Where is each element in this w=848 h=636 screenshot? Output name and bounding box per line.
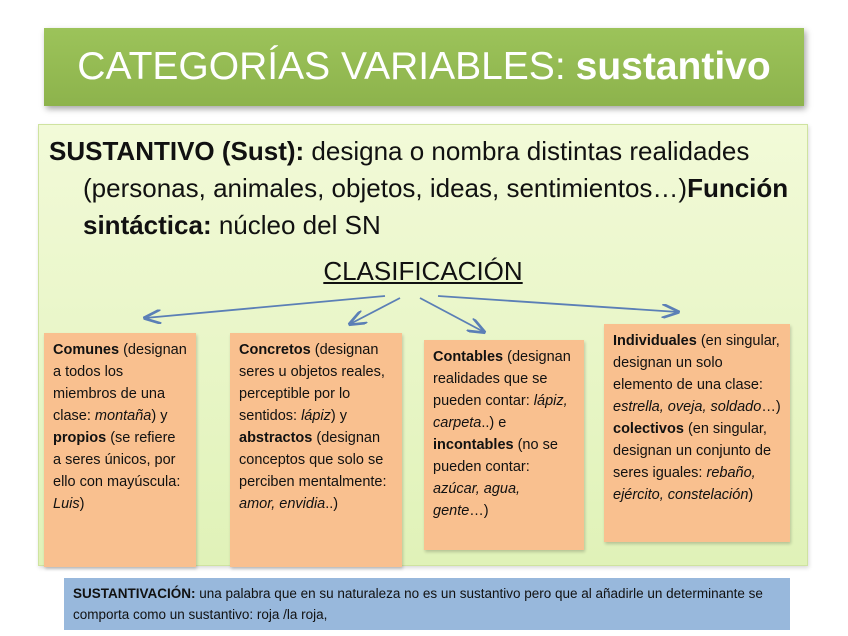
- definition-term: SUSTANTIVO (Sust):: [49, 136, 305, 166]
- box-text-1: (designan realidades que se pueden contar:: [433, 349, 571, 409]
- box-bold-2: colectivos: [613, 421, 684, 437]
- box-bold-1: Contables: [433, 349, 504, 365]
- box-text-2: ) y: [151, 408, 168, 424]
- box-text-2: …): [761, 399, 781, 415]
- box-text-1: (designan a todos los miembros de una clase:: [53, 342, 187, 424]
- box-bold-1: Individuales: [613, 333, 697, 349]
- box-example-2: amor, envidia: [239, 496, 326, 512]
- box-example-1: lápiz: [301, 408, 331, 424]
- box-text-2: ) y: [330, 408, 348, 424]
- box-individuales-colectivos: [604, 324, 790, 542]
- box-concretos-abstractos: [230, 333, 402, 567]
- box-example-1: estrella, oveja, soldado: [613, 399, 762, 415]
- box-example-1: lápiz, carpeta: [433, 393, 568, 431]
- arrow-comunes: [145, 296, 385, 318]
- footer-note: [64, 578, 790, 630]
- definition-text: designa o nombra distintas realidades (personas, animales, objetos, ideas, sentimientos…): [83, 136, 750, 203]
- box-bold-1: Comunes: [53, 342, 120, 358]
- box-comunes-propios: [44, 333, 196, 567]
- box-example-2: Luis: [53, 496, 80, 512]
- box-example-2: azúcar, agua, gente: [433, 481, 521, 519]
- box-text-3: (no se pueden contar:: [433, 437, 558, 475]
- arrow-individuales: [438, 296, 678, 312]
- box-example-2: rebaño, ejército, constelación: [613, 465, 756, 503]
- box-bold-2: abstractos: [239, 430, 313, 446]
- box-text-4: …): [469, 503, 489, 519]
- arrow-contables: [420, 298, 484, 332]
- box-bold-2: incontables: [433, 437, 514, 453]
- box-text-1: (designan seres u objetos reales, perceptible por lo sentidos:: [239, 342, 385, 424]
- title-light: CATEGORÍAS VARIABLES:: [77, 45, 566, 88]
- box-bold-1: Concretos: [239, 342, 311, 358]
- box-contables-incontables: [424, 340, 584, 550]
- function-label: Función sintáctica:: [83, 173, 789, 240]
- arrow-concretos: [350, 298, 400, 324]
- box-bold-2: propios: [53, 430, 107, 446]
- function-text: núcleo del SN: [218, 210, 381, 240]
- classification-heading: CLASIFICACIÓN: [323, 256, 523, 286]
- box-text-4: ..): [325, 496, 339, 512]
- box-example-1: montaña: [94, 408, 152, 424]
- box-text-2: ..) e: [481, 415, 507, 431]
- box-text-1: (en singular, designan un solo elemento de una clase:: [613, 333, 780, 393]
- footer-term: SUSTANTIVACIÓN:: [73, 586, 196, 601]
- footer-text: una palabra que en su naturaleza no es un sustantivo pero que al añadirle un determinante se comporta como un sustantivo: roja /la roja,: [73, 586, 763, 622]
- box-text-3: (se refiere a seres únicos, por ello con mayúscula:: [53, 430, 181, 490]
- box-text-4: ): [748, 487, 754, 503]
- title-bold: sustantivo: [575, 45, 771, 88]
- box-text-3: (en singular, designan un conjunto de seres iguales:: [613, 421, 772, 481]
- box-text-4: ): [79, 496, 85, 512]
- box-text-3: (designan conceptos que solo se perciben mentalmente:: [239, 430, 387, 490]
